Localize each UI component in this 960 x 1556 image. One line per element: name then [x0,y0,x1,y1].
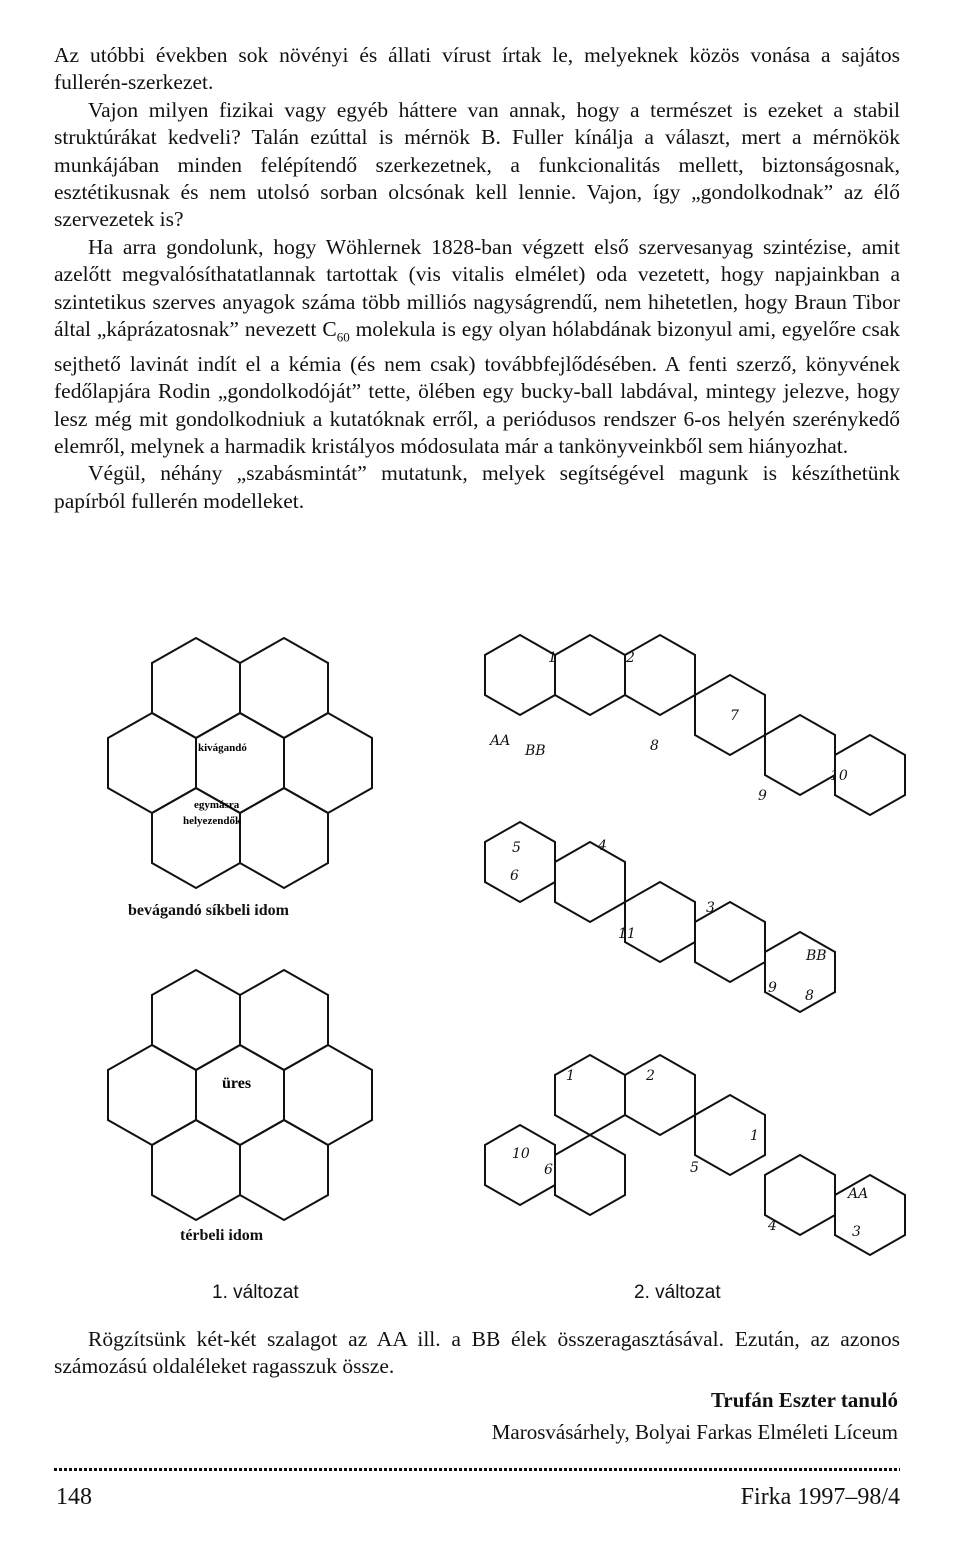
mark: 1 [566,1068,575,1084]
caption-3d-shape: térbeli idom [180,1227,264,1244]
mark: 1 [750,1128,759,1144]
mark: 6 [510,868,519,884]
pattern-drawings [0,560,960,1340]
mark: 6 [544,1162,553,1178]
c60-subscript: 60 [336,329,350,345]
hex-flat-bottom-right [240,788,328,888]
hex-flat-left [108,713,196,813]
hex-3d-bottom-right [240,1120,328,1220]
strip1-hex-5 [765,715,835,795]
variant-2-label: 2. változat [634,1282,721,1303]
hex-3d-top-left [152,970,240,1070]
article-body [54,42,900,515]
journal-issue: Firka 1997–98/4 [740,1484,900,1510]
strip2-hex-3 [625,882,695,962]
hex-flat-center [196,713,284,813]
strip3-hex-4 [555,1135,625,1215]
strip-marks [488,650,868,1240]
strip3-hex-1 [555,1055,625,1135]
label-cut: kivágandó [198,742,247,754]
strip2-hex-1 [485,822,555,902]
mark: 2 [646,1068,655,1084]
label-empty: üres [222,1075,252,1092]
label-overlap-2: helyezendők [183,815,242,827]
strip1-hex-1 [485,635,555,715]
mark: 5 [512,840,521,856]
closing-paragraph [54,1326,900,1381]
mark: 10 [512,1146,530,1162]
mark: 8 [650,738,659,754]
mark: 8 [805,988,814,1004]
hex-3d-center [196,1045,284,1145]
paragraph-1: Az utóbbi években sok növényi és állati vírust írtak le, melyeknek közös vonása a sajátos fullerén-szerkezet. [54,43,900,95]
mark: BB [806,948,827,964]
strip3-hex-2 [625,1055,695,1135]
mark: 3 [852,1224,861,1240]
mark: 9 [758,788,767,804]
paragraph-3 [54,234,900,461]
mark: 4 [768,1218,777,1234]
caption-flat-shape: bevágandó síkbeli idom [128,902,289,919]
mark: 1 [548,650,557,666]
flat-pattern-hexagons [108,638,372,888]
page-number: 148 [56,1484,92,1510]
hex-3d-bottom-left [152,1120,240,1220]
mark: 4 [598,838,607,854]
pattern-figure [0,560,960,1340]
paragraph-2: Vajon milyen fizikai vagy egyéb háttere van annak, hogy a természet is ezeket a stabil struktúrákat kedveli? Talán ezúttal is mérnök B. Fuller kínálja a választ, mert a mérnökök munkájában minden felépítendő szerkezetnek, a funkcionalitás mellett, biztonságosnak, esztétikusnak és nem utolsó sorban olcsónak kell lennie. Vajon, így „gondolkodnak” az élő szervezetek is? [54,97,900,232]
mark: 7 [730,708,739,724]
hex-flat-right [240,638,328,738]
mark: BB [525,743,546,759]
hex-3d-right [284,1045,372,1145]
footer-rule [54,1468,900,1471]
hex-flat-far-right [284,713,372,813]
strip1-hex-2 [555,635,625,715]
author-school: Marosvásárhely, Bolyai Farkas Elméleti Líceum [491,1420,898,1444]
closing-text: Rögzítsünk két-két szalagot az AA ill. a BB élek összeragasztásával. Ezután, az azonos számozású oldaléleket ragasszuk össze. [54,1327,900,1379]
paragraph-4: Végül, néhány „szabásmintát” mutatunk, melyek segítségével magunk is készíthetünk papírból fullerén modelleket. [54,461,900,513]
strip1-hex-3 [625,635,695,715]
3d-figure-hexagons [108,970,372,1220]
mark: 9 [768,980,777,996]
label-overlap-1: egymásra [194,799,240,811]
hex-3d-top-right [240,970,328,1070]
hex-flat-top [152,638,240,738]
paragraph-3-part-a: Ha arra gondolunk, hogy Wöhlernek 1828-ban végzett első szervesanyag szintézise, amit azelőtt megvalósíthatatlannak tartottak (vis vitalis elmélet) oda vezetett, hogy napjainkban a szintetikus szerves anyagok száma több milliós nagyságrendű, nem hihetetlen, hogy Braun Tibor által „káprázatosnak” nevezett C [54,234,900,342]
variant-1-label: 1. változat [212,1282,299,1303]
mark: AA [490,733,511,749]
strip2-hex-2 [555,842,625,922]
paragraph-3-part-b: molekula is egy olyan hólabdának bizonyul ami, egyelőre csak sejthető lavinát indít el a kémia (és nem csak) továbbfejlődésében. A fenti szerző, könyvének fedőlapjára Rodin „gondolkodóját” tette, ölében egy bucky-ball labdával, mintegy jelezve, hogy lesz még mit gondolkodniuk a kutatóknak erről, a periódusos rendszer 6-os helyén szerénykedő elemről, melynek a harmadik kristályos módosulata már a tankönyveinkből sem hiányozhat. [54,317,901,458]
author-name: Trufán Eszter tanuló [710,1388,898,1412]
mark: 2 [626,650,635,666]
hex-3d-left [108,1045,196,1145]
mark: 3 [706,900,715,916]
strip3-hex-7 [835,1175,905,1255]
mark: AA [848,1186,869,1202]
mark: 10 [830,768,848,784]
mark: 11 [618,926,636,942]
strip2-hex-5 [765,932,835,1012]
mark: 5 [690,1160,699,1176]
